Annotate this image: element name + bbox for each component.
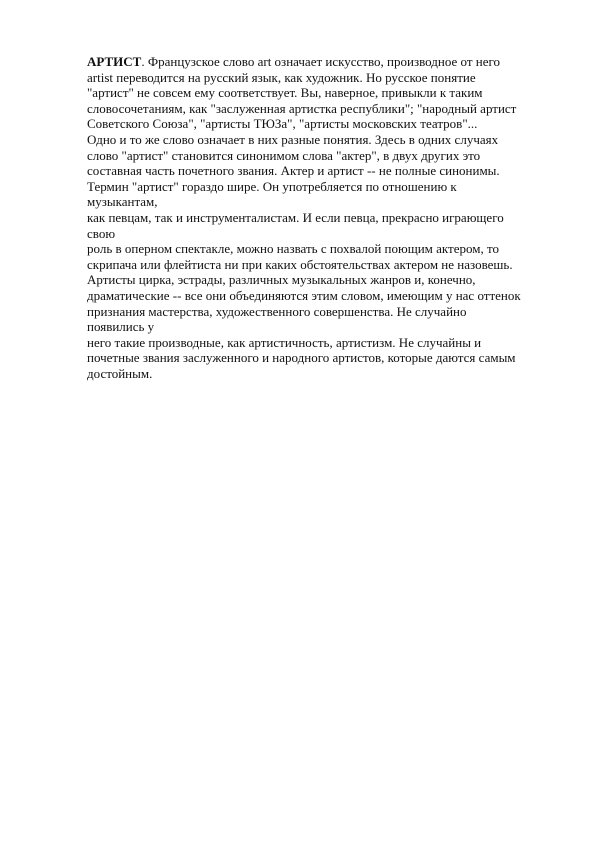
text-line: artist переводится на русский язык, как художник. Но русское понятие bbox=[87, 69, 476, 85]
article-term: АРТИСТ bbox=[87, 54, 142, 69]
text-line: Термин "артист" гораздо шире. Он употребляется по отношению к bbox=[87, 178, 457, 194]
text-line: слово "артист" становится синонимом слова "актер", в двух других это bbox=[87, 147, 481, 163]
text-line: драматические -- все они объединяются этим словом, имеющим у нас оттенок bbox=[87, 287, 521, 303]
text-line: Одно и то же слово означает в них разные понятия. Здесь в одних случаях bbox=[87, 131, 499, 147]
article-text bbox=[87, 54, 557, 381]
text-line: Артисты цирка, эстрады, различных музыкальных жанров и, конечно, bbox=[87, 272, 476, 288]
text-line: появились у bbox=[87, 319, 155, 335]
text-line: почетные звания заслуженного и народного артистов, которые даются самым bbox=[87, 350, 516, 366]
text-line-content: . Французское слово art означает искусство, производное от него bbox=[141, 54, 501, 69]
text-line: как певцам, так и инструменталистам. И если певца, прекрасно играющего bbox=[87, 209, 504, 225]
text-line: признания мастерства, художественного совершенства. Не случайно bbox=[87, 303, 467, 319]
text-line: достойным. bbox=[87, 365, 153, 381]
text-line: словосочетаниям, как "заслуженная артистка республики"; "народный артист bbox=[87, 100, 517, 116]
text-line: него такие производные, как артистичность, артистизм. Не случайны и bbox=[87, 334, 482, 350]
text-line: составная часть почетного звания. Актер и артист -- не полные синонимы. bbox=[87, 163, 500, 179]
text-line: Советского Союза", "артисты ТЮЗа", "артисты московских театров"... bbox=[87, 116, 478, 132]
text-line: скрипача или флейтиста ни при каких обстоятельствах актером не назовешь. bbox=[87, 256, 513, 272]
text-line: свою bbox=[87, 225, 116, 241]
text-line: музыкантам, bbox=[87, 194, 158, 210]
text-line: роль в оперном спектакле, можно назвать с похвалой поющим актером, то bbox=[87, 241, 500, 257]
text-line bbox=[87, 54, 557, 70]
text-line: "артист" не совсем ему соответствует. Вы, наверное, привыкли к таким bbox=[87, 85, 483, 101]
